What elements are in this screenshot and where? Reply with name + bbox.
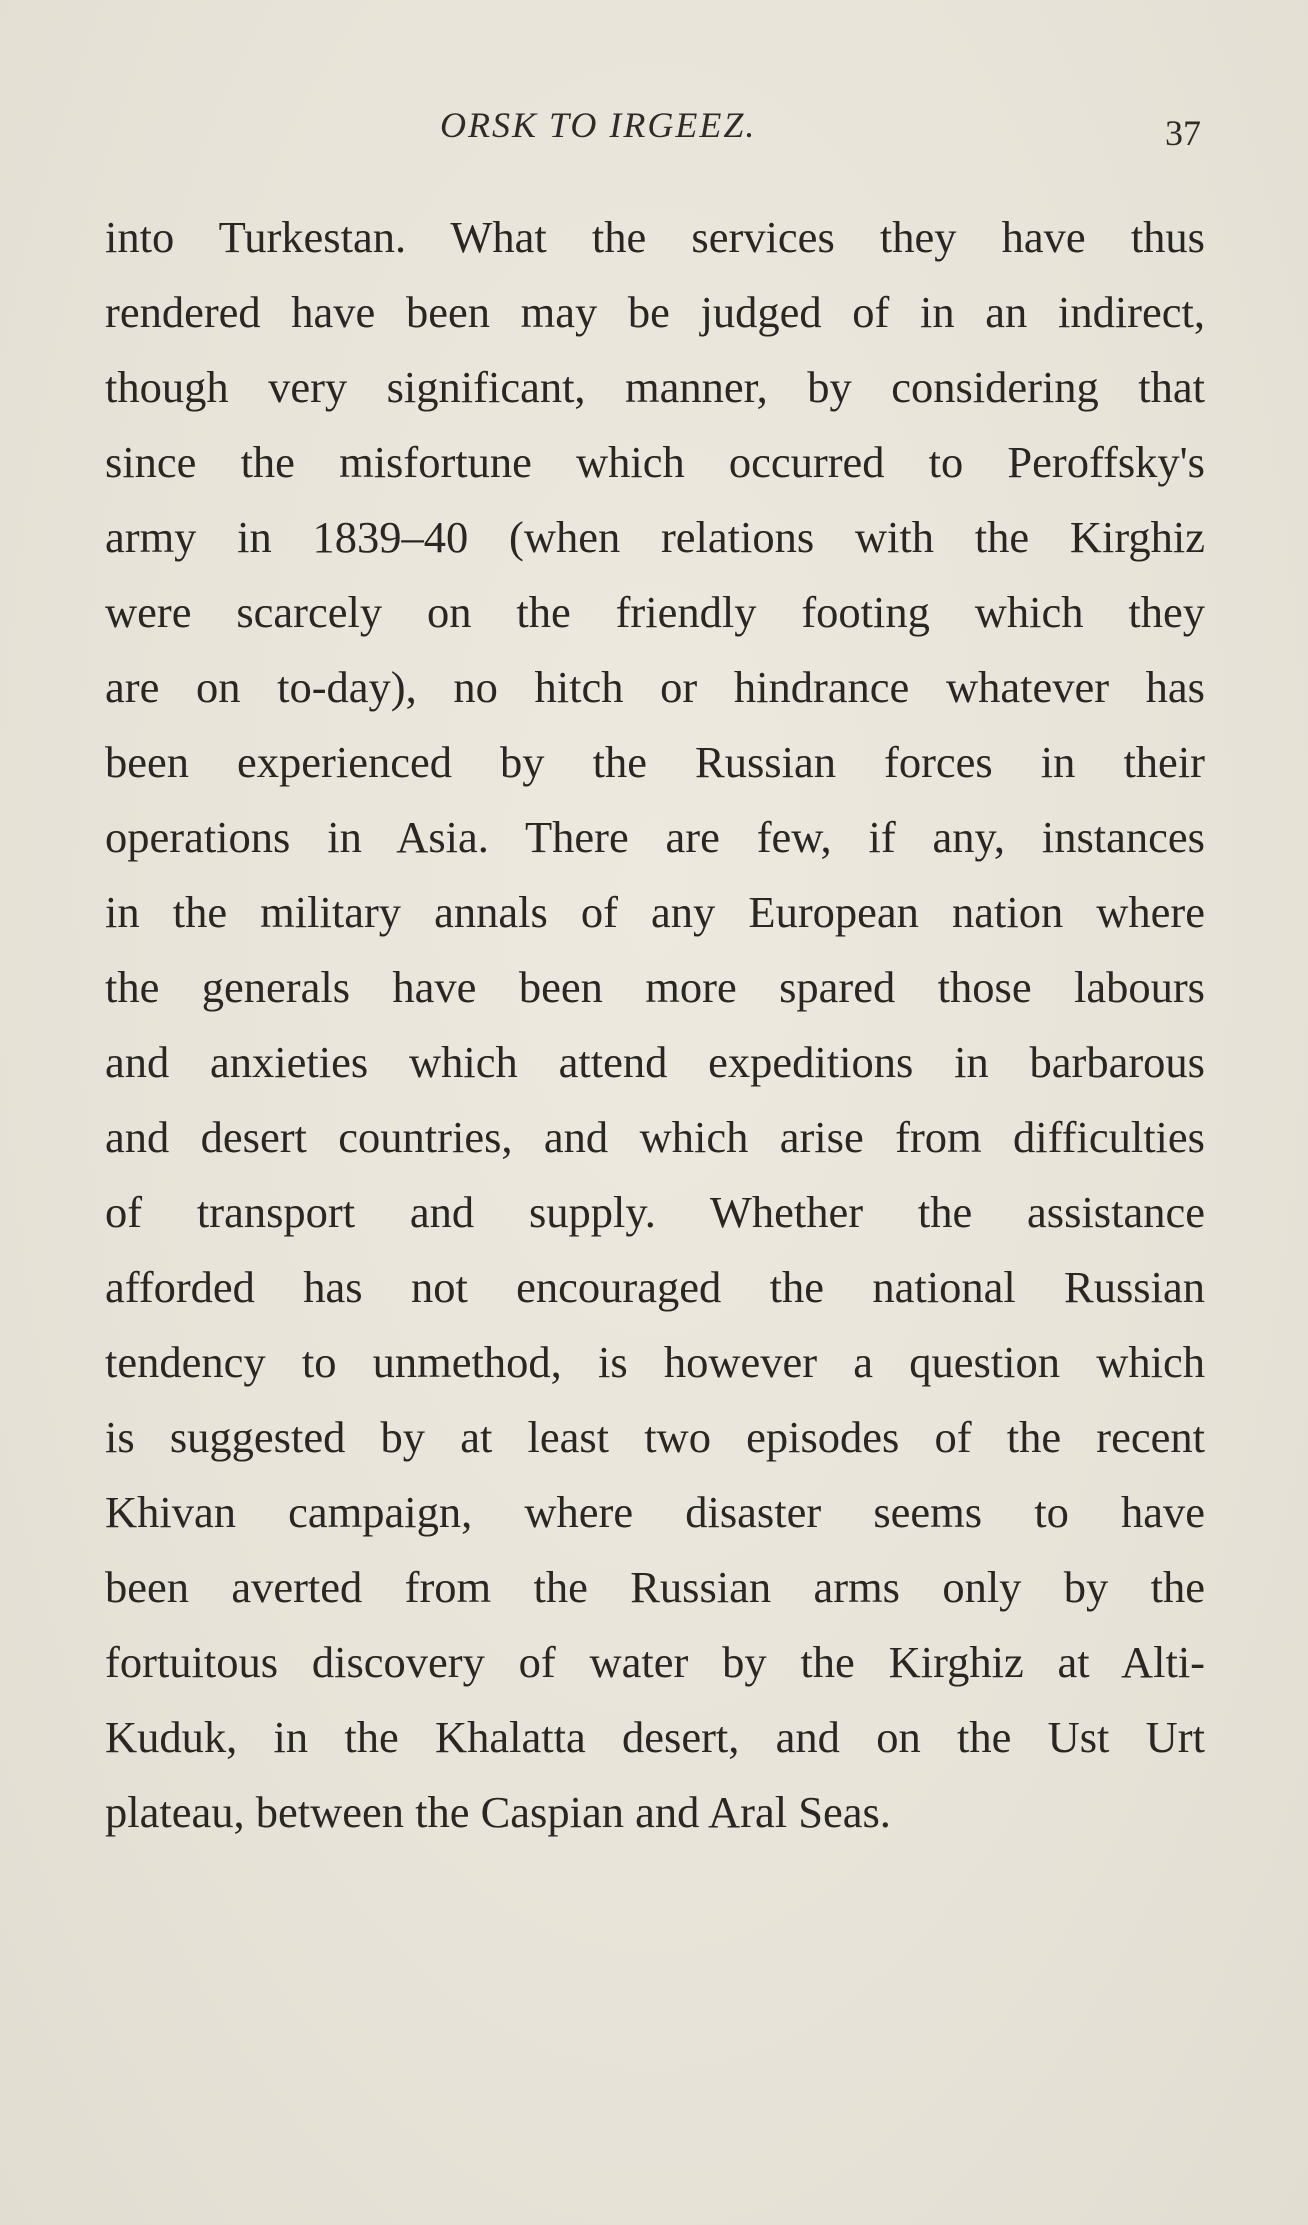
text-line: been experienced by the Russian forces in their [105, 737, 1205, 787]
text-line: is suggested by at least two episodes of the recent [105, 1412, 1205, 1462]
page-number: 37 [1165, 113, 1201, 153]
text-line: fortuitous discovery of water by the Kirghiz at Alti- [105, 1637, 1205, 1687]
running-head [0, 104, 1308, 164]
text-line: army in 1839–40 (when relations with the Kirghiz [105, 512, 1205, 562]
text-line: been averted from the Russian arms only by the [105, 1562, 1205, 1612]
text-line: of transport and supply. Whether the assistance [105, 1187, 1205, 1237]
text-line: operations in Asia. There are few, if any, instances [105, 812, 1205, 862]
text-line: are on to-day), no hitch or hindrance whatever has [105, 662, 1205, 712]
text-line: though very significant, manner, by considering that [105, 362, 1205, 412]
text-line: and desert countries, and which arise from difficulties [105, 1112, 1205, 1162]
text-line: into Turkestan. What the services they have thus [105, 212, 1205, 262]
text-line: rendered have been may be judged of in an indirect, [105, 287, 1205, 337]
text-line: the generals have been more spared those labours [105, 962, 1205, 1012]
text-line: Khivan campaign, where disaster seems to have [105, 1487, 1205, 1537]
running-title: ORSK TO IRGEEZ. [440, 105, 757, 145]
body-text [105, 200, 1205, 1850]
text-line: afforded has not encouraged the national Russian [105, 1262, 1205, 1312]
text-line: since the misfortune which occurred to Peroffsky's [105, 437, 1205, 487]
text-line: Kuduk, in the Khalatta desert, and on the Ust Urt [105, 1712, 1205, 1762]
text-line: plateau, between the Caspian and Aral Seas. [105, 1787, 891, 1837]
text-line: tendency to unmethod, is however a question which [105, 1337, 1205, 1387]
text-line: in the military annals of any European nation where [105, 887, 1205, 937]
text-line: and anxieties which attend expeditions in barbarous [105, 1037, 1205, 1087]
text-line: were scarcely on the friendly footing which they [105, 587, 1205, 637]
